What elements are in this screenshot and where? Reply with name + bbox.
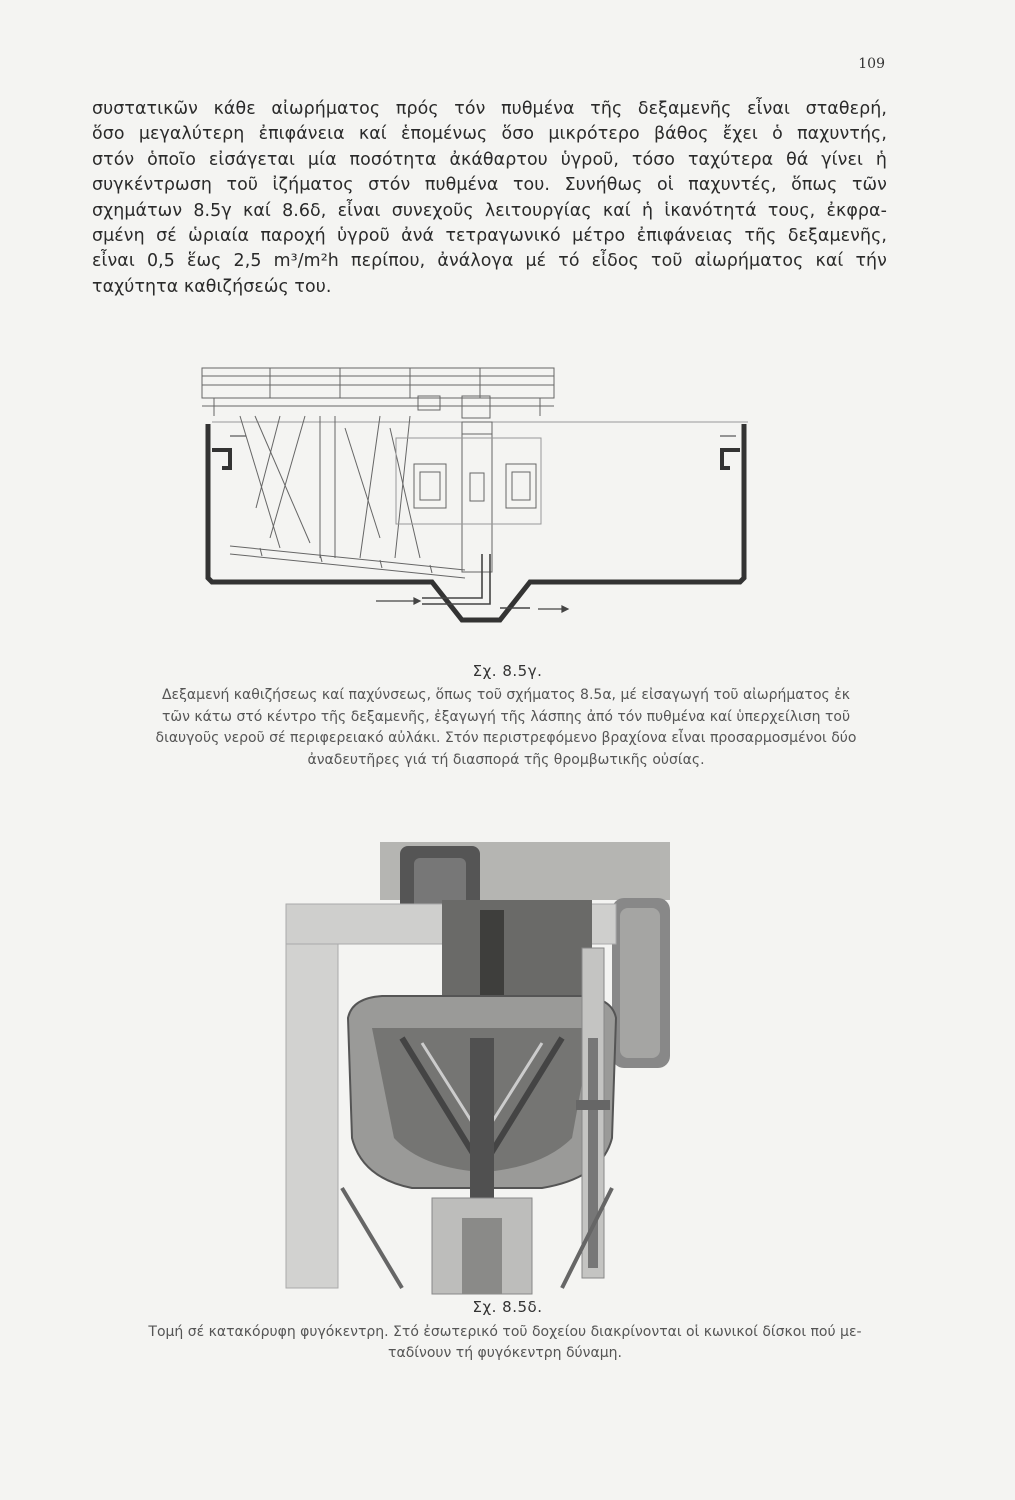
- figure-1-label: Σχ. 8.5γ.: [472, 662, 543, 680]
- figure-1-caption: [66, 685, 946, 771]
- figure-2-label: Σχ. 8.5δ.: [472, 1298, 543, 1316]
- caption-line: διαυγοῦς νεροῦ σέ περιφερειακό αὐλάκι. Στόν περιστρεφόμενο βραχίονα εἶναι προσαρμοσμένοι δύο: [155, 730, 857, 746]
- body-line: εἶναι 0,5 ἕως 2,5 m³/m²h περίπου, ἀνάλογα μέ τό εἶδος τοῦ αἰωρήματος καί τήν: [92, 251, 887, 272]
- page-number: 109: [858, 56, 885, 72]
- caption-line: τῶν κάτω στό κέντρο τῆς δεξαμενῆς, ἐξαγωγή τῆς λάσπης ἀπό τόν πυθμένα καί ὑπερχείλιση τοῦ: [161, 708, 851, 725]
- caption-line: Τομή σέ κατακόρυφη φυγόκεντρη. Στό ἐσωτερικό τοῦ δοχείου διακρίνονται οἱ κωνικοί δίσκοι πού με-: [148, 1324, 862, 1340]
- caption-line: ἀναδευτῆρες γιά τή διασπορά τῆς θρομβωτικῆς οὐσίας.: [307, 751, 705, 768]
- caption-line: Δεξαμενή καθιζήσεως καί παχύνσεως, ὅπως τοῦ σχήματος 8.5α, μέ εἰσαγωγή τοῦ αἰωρήματος ἐκ: [161, 687, 851, 703]
- caption-line: ταδίνουν τή φυγόκεντρη δύναμη.: [388, 1345, 622, 1361]
- thickener-tank-diagram: [200, 358, 760, 636]
- body-line: σμένη σέ ὡριαία παροχή ὑγροῦ ἀνά τετραγωνικό μέτρο ἐπιφάνειας τῆς δεξαμενῆς,: [92, 226, 887, 247]
- body-line: στόν ὁποῖο εἰσάγεται μία ποσότητα ἀκάθαρτου ὑγροῦ, τόσο ταχύτερα θά γίνει ἡ: [92, 149, 887, 170]
- body-line: συστατικῶν κάθε αἰωρήματος πρός τόν πυθμένα τῆς δεξαμενῆς εἶναι σταθερή,: [92, 99, 887, 119]
- centrifuge-photo: [282, 838, 708, 1298]
- body-paragraph: [92, 97, 887, 300]
- body-line: ταχύτητα καθιζήσεώς του.: [92, 276, 332, 297]
- body-line: συγκέντρωση τοῦ ἰζήματος στόν πυθμένα του. Συνήθως οἱ παχυντές, ὅπως τῶν: [92, 175, 887, 196]
- figure-2-caption: [55, 1322, 955, 1364]
- body-line: σχημάτων 8.5γ καί 8.6δ, εἶναι συνεχοῦς λειτουργίας καί ἡ ἱκανότητά τους, ἐκφρα-: [92, 200, 887, 221]
- body-line: ὅσο μεγαλύτερη ἐπιφάνεια καί ἑπομένως ὅσο μικρότερο βάθος ἔχει ὁ παχυντής,: [92, 124, 887, 145]
